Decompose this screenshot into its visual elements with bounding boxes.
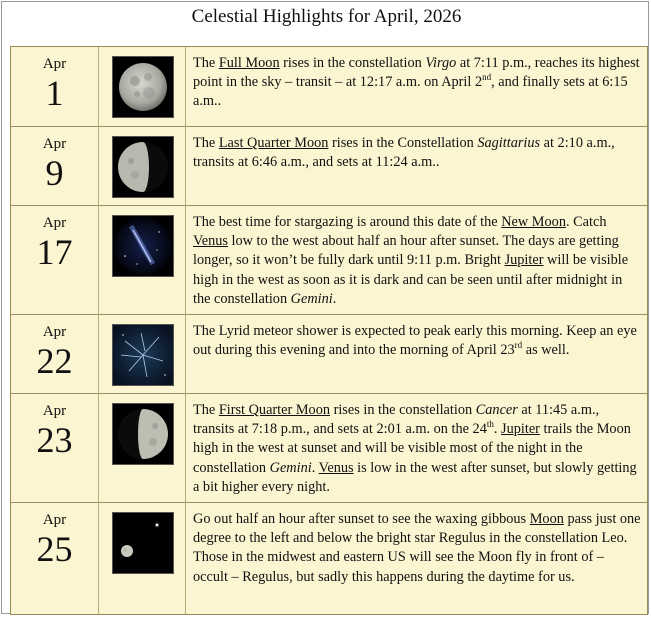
- description-text: as well.: [522, 342, 570, 359]
- description-text: will be visible high in the west as soon as it is dark and can be seen until after midnight in the constellation: [193, 252, 629, 307]
- description-cell: [186, 127, 647, 206]
- page-title: Celestial Highlights for April, 2026: [191, 6, 462, 27]
- date-cell: [11, 47, 99, 127]
- link-term[interactable]: Full Moon: [218, 55, 280, 71]
- description-text: .: [332, 290, 337, 307]
- date-month: Apr: [42, 56, 67, 72]
- date-day: 9: [45, 153, 64, 193]
- description-text: low to the west about half an hour after sunset. The days are getting longer, so it won’t be fully dark until 9:11 p.m. Bright: [193, 233, 619, 269]
- link-term[interactable]: Jupiter: [504, 252, 544, 269]
- highlight-row: [11, 315, 647, 394]
- date-cell: [11, 127, 99, 206]
- description-text: at 2:10 a.m., transits at 6:46 a.m., and sets at 11:24 a.m..: [193, 135, 615, 171]
- constellation-name: Gemini: [269, 459, 312, 476]
- highlight-row: [11, 503, 647, 614]
- date-cell: [11, 315, 99, 394]
- description-text: pass just one degree to the left and below the bright star Regulus in the constellation Leo. Those in the midwest and eastern US will see the Moon fly in front of – occult – Regulus, but sadly this happens during the daytime for us.: [193, 511, 641, 585]
- date-month: Apr: [42, 403, 67, 419]
- image-cell: [99, 503, 186, 614]
- milky-way-image: [112, 215, 174, 277]
- ordinal-suffix: nd: [482, 72, 492, 83]
- constellation-name: Gemini: [290, 290, 333, 307]
- description-text: rises in the Constellation: [328, 135, 478, 151]
- link-term[interactable]: New Moon: [501, 214, 566, 230]
- date-month: Apr: [42, 215, 67, 231]
- highlights-table: [10, 46, 648, 615]
- description-cell: [186, 206, 647, 315]
- image-cell: [99, 206, 186, 315]
- image-cell: [99, 315, 186, 394]
- description-text: .: [311, 459, 319, 476]
- meteor-shower-image: [112, 324, 174, 386]
- date-cell: [11, 503, 99, 614]
- date-day: 17: [36, 232, 73, 272]
- description-text: The: [193, 402, 219, 418]
- date-month: Apr: [42, 324, 67, 340]
- description-cell: [186, 503, 647, 614]
- full-moon-image: [112, 56, 174, 118]
- moon-and-regulus-image: [112, 512, 174, 574]
- constellation-name: Cancer: [475, 402, 518, 418]
- date-day: 22: [36, 341, 73, 381]
- highlight-row: [11, 394, 647, 503]
- description-text: trails the Moon high in the west at sunset and will be visible most of the night in the constellation: [193, 421, 631, 476]
- description-text: The Lyrid meteor shower is expected to peak early this morning. Keep an eye out during this evening and into the morning of April 23: [193, 323, 637, 359]
- highlight-row: [11, 47, 647, 127]
- description-text: rises in the constellation: [279, 55, 426, 71]
- date-month: Apr: [42, 136, 67, 152]
- link-term[interactable]: First Quarter Moon: [218, 402, 330, 418]
- date-month: Apr: [42, 512, 67, 528]
- description-text: rises in the constellation: [330, 402, 476, 418]
- image-cell: [99, 47, 186, 127]
- ordinal-suffix: rd: [514, 340, 523, 351]
- description-cell: [186, 394, 647, 503]
- description-text: The: [193, 135, 219, 151]
- description-text: The: [193, 55, 219, 71]
- description-text: , and finally sets at 6:15 a.m..: [193, 74, 628, 110]
- description-cell: [186, 315, 647, 394]
- description-text: at 7:11 p.m., reaches its highest point in the sky – transit – at 12:17 a.m. on April 2: [193, 55, 640, 91]
- description-text: at 11:45 a.m., transits at 7:18 p.m., and sets at 2:01 a.m. on the 24: [193, 402, 600, 438]
- description-text: The best time for stargazing is around this date of the: [193, 214, 502, 230]
- date-day: 23: [36, 420, 73, 460]
- link-term[interactable]: Venus: [193, 233, 228, 250]
- constellation-name: Sagittarius: [477, 135, 541, 151]
- description-text: . Catch: [565, 214, 607, 230]
- link-term[interactable]: Venus: [318, 459, 354, 476]
- date-day: 25: [36, 529, 73, 569]
- highlight-row: [11, 206, 647, 315]
- description-cell: [186, 47, 647, 127]
- date-cell: [11, 394, 99, 503]
- description-text: Go out half an hour after sunset to see the waxing gibbous: [193, 511, 530, 527]
- image-cell: [99, 127, 186, 206]
- page-frame: [1, 1, 649, 614]
- constellation-name: Virgo: [425, 55, 457, 71]
- link-term[interactable]: Jupiter: [501, 421, 540, 438]
- highlight-row: [11, 127, 647, 206]
- ordinal-suffix: th: [486, 419, 494, 430]
- last-quarter-moon-image: [112, 136, 174, 198]
- link-term[interactable]: Last Quarter Moon: [218, 135, 329, 151]
- date-cell: [11, 206, 99, 315]
- date-day: 1: [45, 73, 64, 113]
- image-cell: [99, 394, 186, 503]
- description-text: .: [493, 421, 502, 438]
- link-term[interactable]: Moon: [529, 511, 564, 527]
- first-quarter-moon-image: [112, 403, 174, 465]
- description-text: is low in the west after sunset, but slowly getting a bit higher every night.: [193, 459, 637, 495]
